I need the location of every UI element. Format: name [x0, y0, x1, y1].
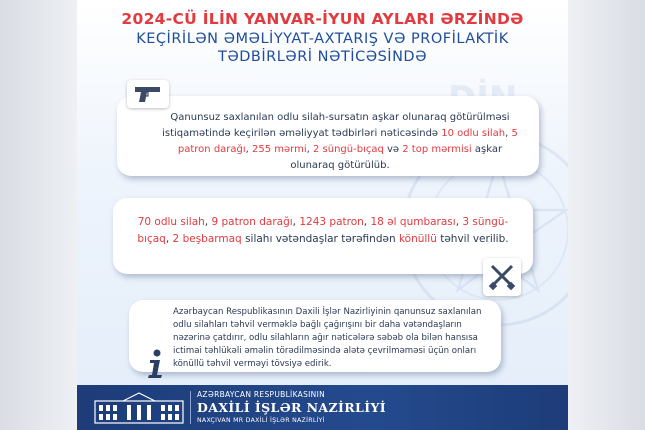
card1-text: Qanunsuz saxlanılan odlu silah-sursatın aşkar olunaraq götürülməsi istiqamətində keçirilən əməliyyat tədbirləri nəticəsində	[162, 112, 510, 139]
stat-magazines-2: 9 patron darağı	[211, 216, 293, 228]
stat-bullets: 255 mərmi	[252, 144, 307, 155]
footer-divider	[190, 391, 191, 424]
pistol-icon	[127, 80, 169, 108]
info-icon	[141, 348, 171, 380]
card2-sep: ,	[204, 216, 212, 228]
card2-end: təhvil verilib.	[436, 233, 509, 245]
card2-sep: ,	[455, 216, 463, 228]
footer-regional-ministry: NAXÇIVAN MR DAXİLİ İŞLƏR NAZİRLİYİ	[197, 417, 325, 424]
stat-bayonets-2: 3 süngü-bıçaq	[137, 216, 509, 245]
card1-sep: və	[383, 144, 403, 155]
crossed-rifles-icon	[483, 258, 521, 296]
footer-bar	[77, 385, 568, 430]
stat-cartridges: 1243 patron	[299, 216, 364, 228]
voluntary-surrender-card	[113, 198, 533, 274]
ministry-appeal-card	[129, 300, 501, 372]
title-line-3: TƏDBİRLƏRİ NƏTİCƏSİNDƏ	[217, 49, 428, 65]
title-line-2: KEÇİRİLƏN ƏMƏLİYYAT-AXTARIŞ VƏ PROFİLAKTİK	[136, 31, 509, 47]
right-margin	[568, 0, 645, 430]
infographic-poster	[77, 0, 568, 430]
voluntary-word: könüllü	[398, 233, 437, 245]
card2-sep: ,	[292, 216, 300, 228]
ministry-building-icon	[93, 391, 185, 425]
stat-firearms: 10 odlu silah	[441, 128, 506, 139]
card1-sep: ,	[306, 144, 313, 155]
footer-ministry: DAXİLİ İŞLƏR NAZİRLİYİ	[197, 400, 387, 415]
card2-sep: ,	[363, 216, 371, 228]
seizure-info-card	[117, 96, 539, 176]
card1-end: aşkar olunaraq götürülüb.	[290, 144, 503, 171]
card2-sep: ,	[165, 233, 173, 245]
footer-republic: AZƏRBAYCAN RESPUBLİKASININ	[197, 390, 325, 399]
appeal-text: Azərbaycan Respublikasının Daxili İşlər Nazirliyinin qanunsuz saxlanılan odlu silahları təhvil verməklə bağlı çağırışını bir daha vətəndaşların nəzərinə çatdırır, odlu silahların ağır nəticələrə səbəb ola bilən hansısa ictimai təhlükəli əməlin törədilməsində alətə çevrilməməsi üçün onları könüllü təhvil verməyi tövsiyə edirik.	[173, 307, 482, 369]
stat-magazines: 5 patron darağı	[177, 128, 518, 155]
stat-firearms-2: 70 odlu silah	[137, 216, 205, 228]
card2-text: silahı vətəndaşlar tərəfindən	[241, 233, 399, 245]
page-title	[77, 10, 568, 65]
stat-brass-knuckles: 2 beşbarmaq	[172, 233, 242, 245]
card1-sep: ,	[505, 128, 512, 139]
stat-shells: 2 top mərmisi	[402, 144, 472, 155]
stat-bayonets: 2 süngü-bıçaq	[313, 144, 384, 155]
title-line-1: 2024-CÜ İLİN YANVAR-İYUN AYLARI ƏRZİNDƏ	[121, 10, 524, 28]
left-margin	[0, 0, 77, 430]
card1-sep: ,	[245, 144, 253, 155]
stat-grenades: 18 əl qumbarası	[370, 216, 456, 228]
